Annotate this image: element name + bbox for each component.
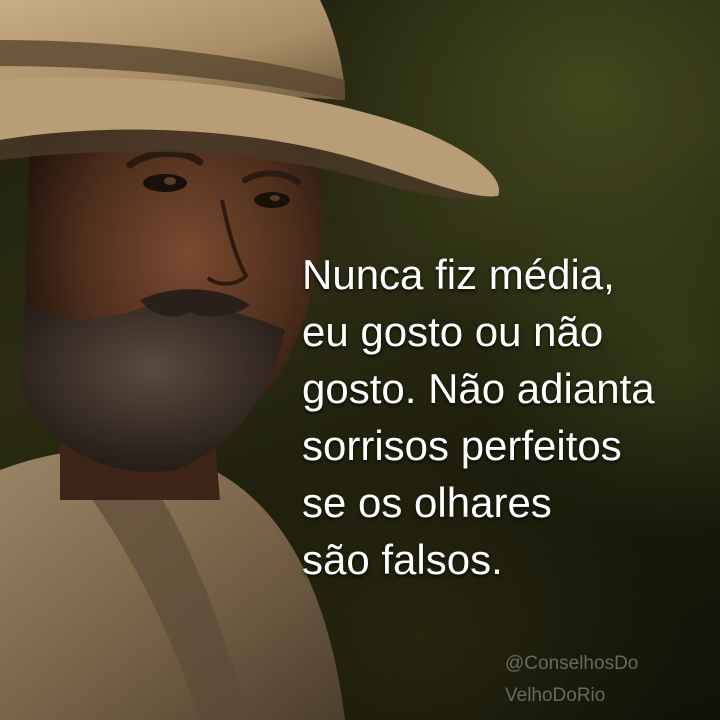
quote-line: sorrisos perfeitos bbox=[302, 422, 622, 469]
right-eye-highlight bbox=[270, 195, 280, 201]
quote-line: são falsos. bbox=[302, 536, 503, 583]
quote-line: gosto. Não adianta bbox=[302, 365, 655, 412]
left-eye-highlight bbox=[164, 177, 176, 185]
watermark-line: VelhoDoRio bbox=[505, 685, 606, 706]
beard bbox=[20, 300, 285, 472]
watermark-line: @ConselhosDo bbox=[505, 653, 639, 674]
watermark bbox=[505, 648, 638, 712]
quote-line: Nunca fiz média, bbox=[302, 251, 615, 298]
quote-text bbox=[302, 246, 712, 588]
quote-line: eu gosto ou não bbox=[302, 308, 604, 355]
quote-line: se os olhares bbox=[302, 479, 552, 526]
